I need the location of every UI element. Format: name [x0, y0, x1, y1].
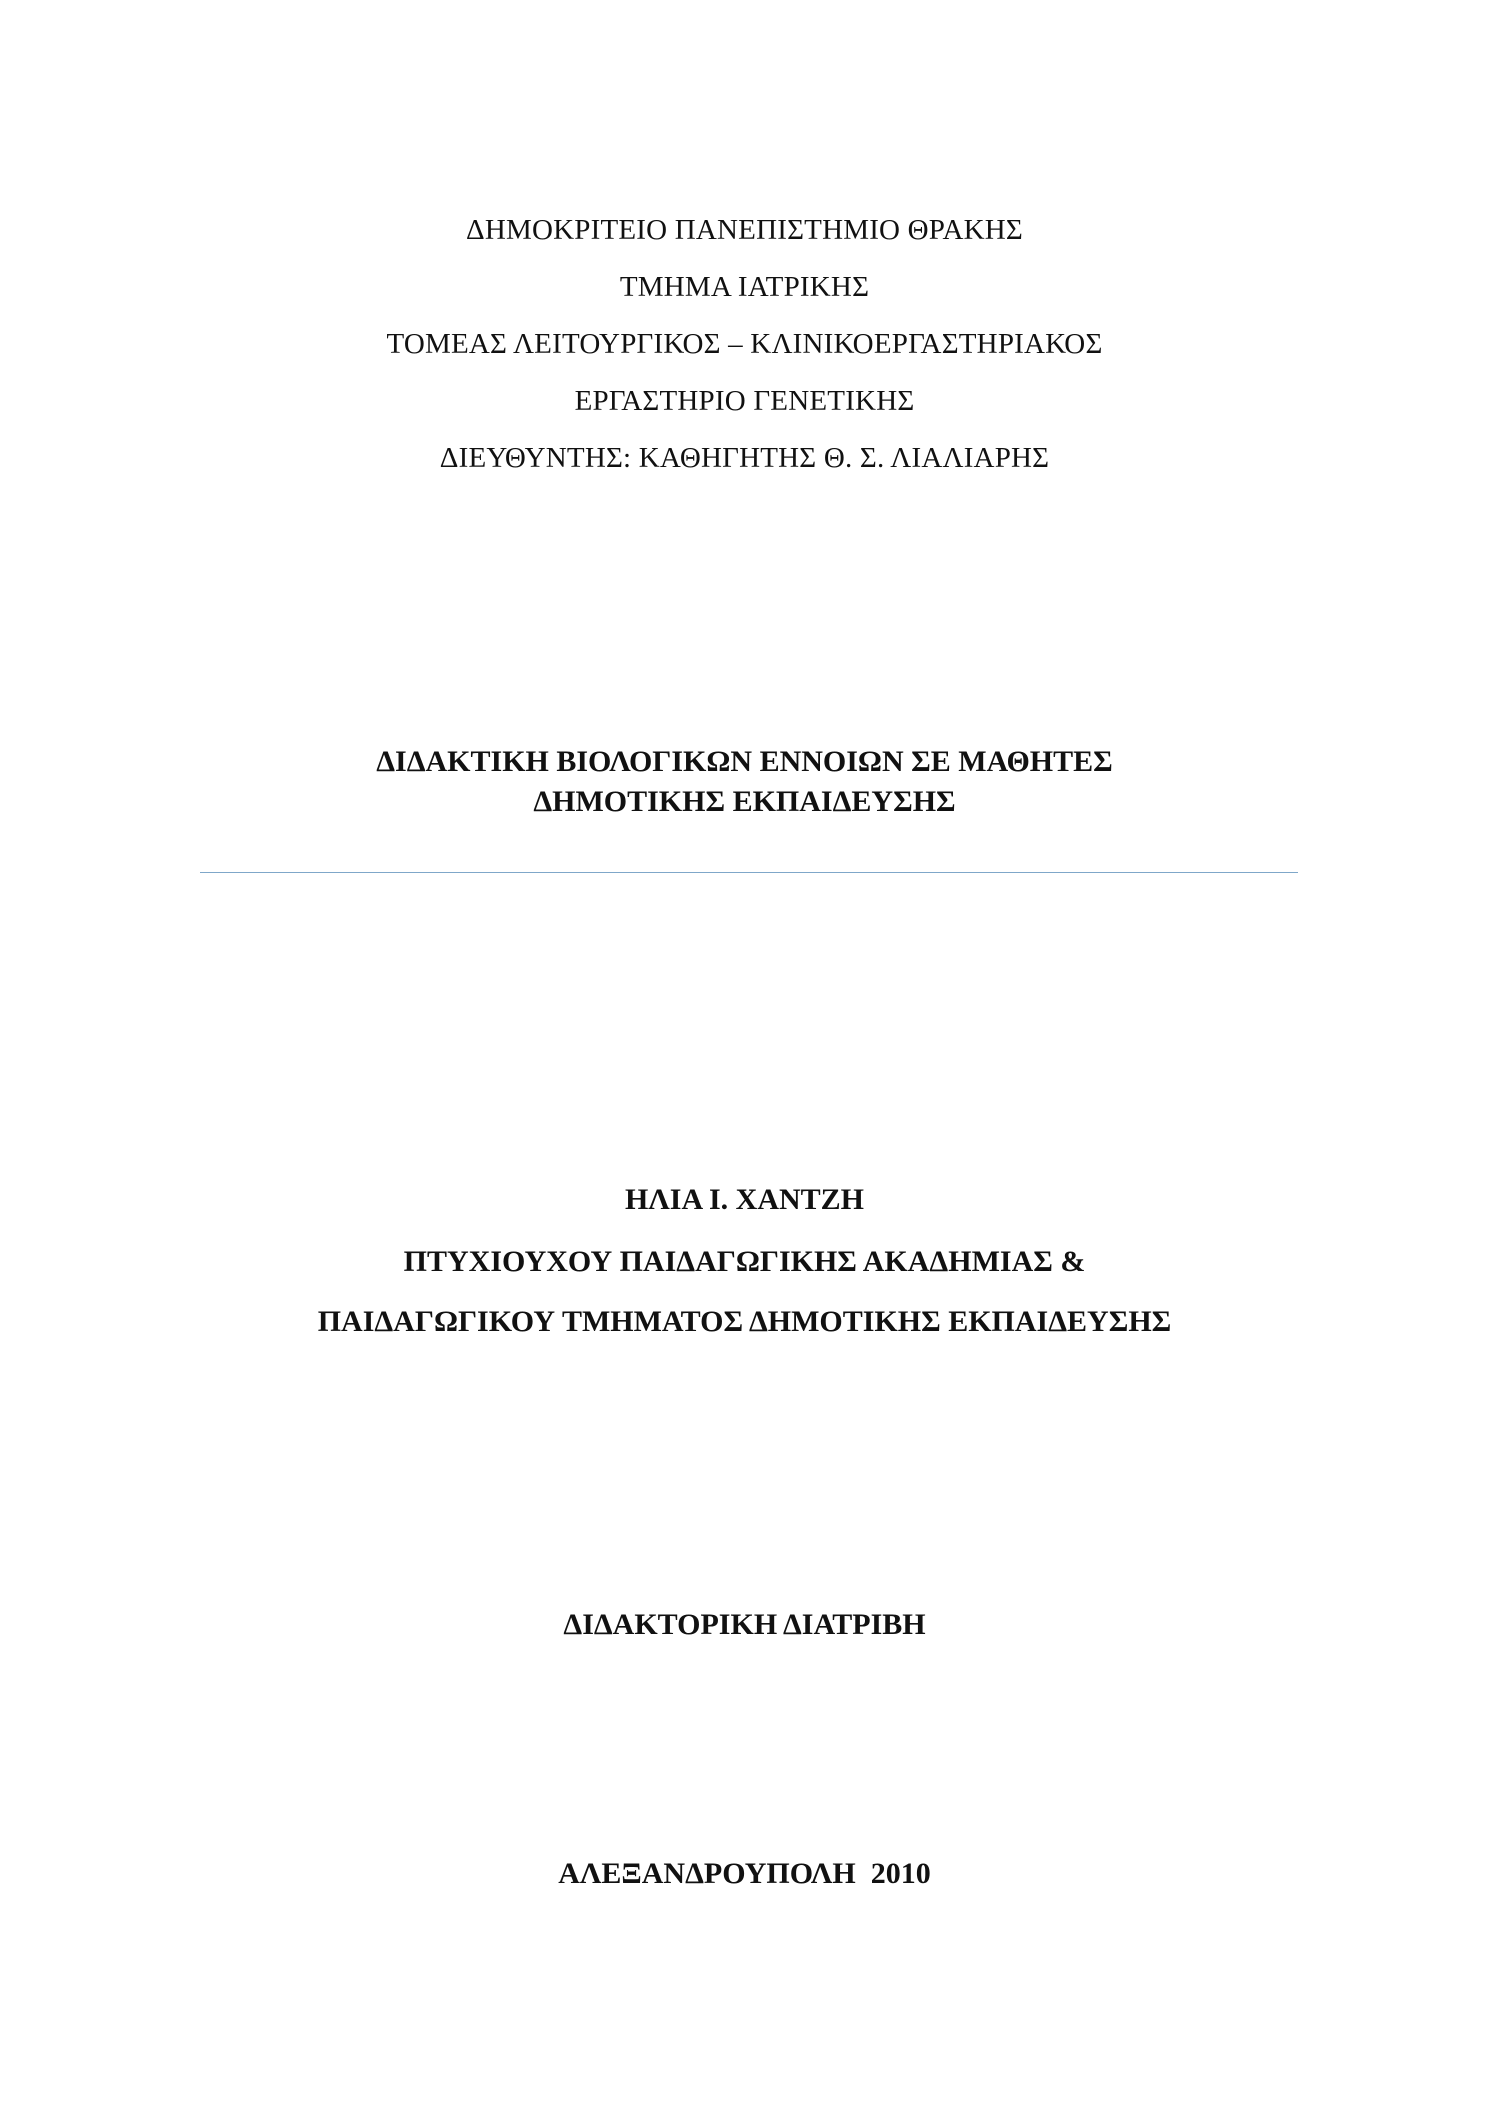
place-and-year: ΑΛΕΞΑΝΔΡΟΥΠΟΛΗ 2010	[558, 1857, 931, 1890]
department-name: ΤΜΗΜΑ ΙΑΤΡΙΚΗΣ	[619, 271, 870, 303]
university-name: ΔΗΜΟΚΡΙΤΕΙΟ ΠΑΝΕΠΙΣΤΗΜΙΟ ΘΡΑΚΗΣ	[466, 214, 1023, 246]
sector-name: ΤΟΜΕΑΣ ΛΕΙΤΟΥΡΓΙΚΟΣ – ΚΛΙΝΙΚΟΕΡΓΑΣΤΗΡΙΑΚΟΣ	[386, 328, 1103, 360]
director-line: ΔΙΕΥΘΥΝΤΗΣ: ΚΑΘΗΓΗΤΗΣ Θ. Σ. ΛΙΑΛΙΑΡΗΣ	[439, 442, 1050, 474]
laboratory-name: ΕΡΓΑΣΤΗΡΙΟ ΓΕΝΕΤΙΚΗΣ	[574, 385, 915, 417]
author-name: ΗΛΙΑ Ι. ΧΑΝΤΖΗ	[624, 1183, 865, 1216]
author-degree-line-1: ΠΤΥΧΙΟΥΧΟΥ ΠΑΙΔΑΓΩΓΙΚΗΣ ΑΚΑΔΗΜΙΑΣ &	[403, 1245, 1086, 1278]
thesis-title-line-2: ΔΗΜΟΤΙΚΗΣ ΕΚΠΑΙΔΕΥΣΗΣ	[533, 785, 956, 818]
title-divider	[200, 872, 1298, 873]
thesis-title-line-1: ΔΙΔΑΚΤΙΚΗ ΒΙΟΛΟΓΙΚΩΝ ΕΝΝΟΙΩΝ ΣΕ ΜΑΘΗΤΕΣ	[376, 745, 1113, 778]
document-type: ΔΙΔΑΚΤΟΡΙΚΗ ΔΙΑΤΡΙΒΗ	[563, 1608, 926, 1641]
author-degree-line-2: ΠΑΙΔΑΓΩΓΙΚΟΥ ΤΜΗΜΑΤΟΣ ΔΗΜΟΤΙΚΗΣ ΕΚΠΑΙΔΕΥΣΗΣ	[317, 1305, 1172, 1338]
